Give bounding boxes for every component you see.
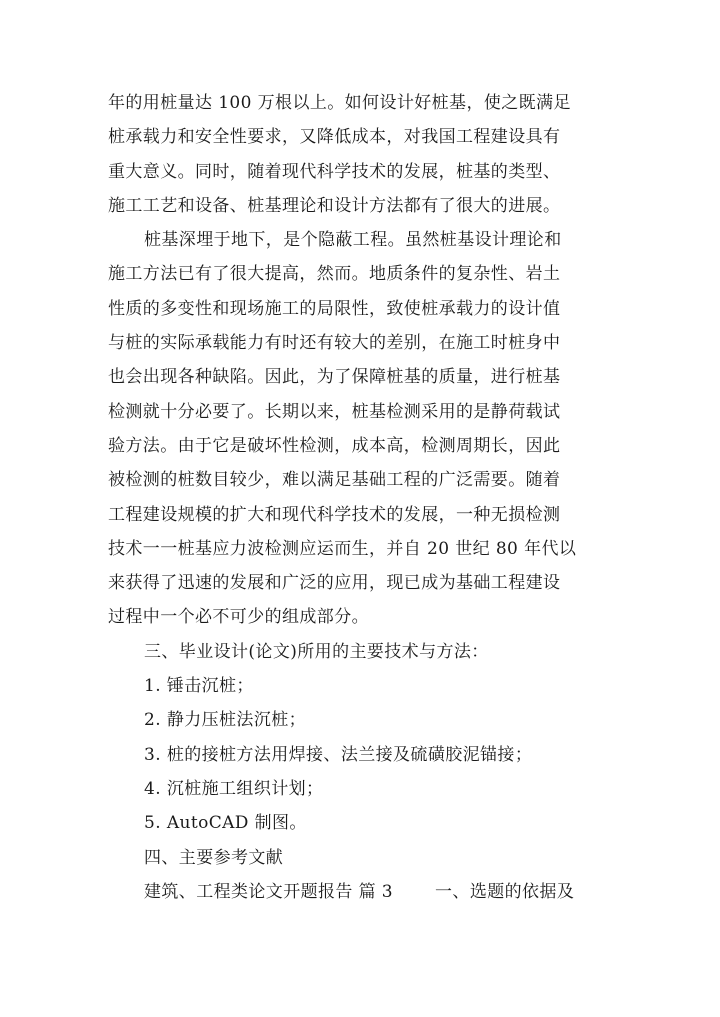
text-line: 验方法。由于它是破坏性检测，成本高，检测周期长，因此 — [108, 435, 561, 456]
text-line: 来获得了迅速的发展和广泛的应用，现已成为基础工程建设 — [108, 573, 561, 594]
text-line: 被检测的桩数目较少，难以满足基础工程的广泛需要。随着 — [108, 470, 561, 491]
next-section-heading: 一、选题的依据及 — [435, 881, 575, 902]
list-item: 3. 桩的接桩方法用焊接、法兰接及硫磺胶泥锚接； — [144, 744, 533, 765]
text-line: 与桩的实际承载能力有时还有较大的差别，在施工时桩身中 — [108, 333, 561, 354]
text-line: 工程建设规模的扩大和现代科学技术的发展，一种无损检测 — [108, 504, 561, 525]
text-line: 年的用桩量达 100 万根以上。如何设计好桩基，使之既满足 — [108, 93, 571, 113]
list-item: 1. 锤击沉桩； — [144, 676, 254, 697]
text-line: 桩基深埋于地下，是个隐蔽工程。虽然桩基设计理论和 — [144, 230, 562, 251]
text-line: 检测就十分必要了。长期以来，桩基检测采用的是静荷载试 — [108, 401, 561, 422]
list-item: 5. AutoCAD 制图。 — [144, 813, 307, 834]
methods-list — [108, 669, 612, 840]
next-report-heading-line — [108, 875, 612, 909]
text-line: 施工方法已有了很大提高，然而。地质条件的复杂性、岩土 — [108, 264, 561, 285]
text-line: 技术一一桩基应力波检测应运而生，并自 20 世纪 80 年代以 — [108, 538, 577, 559]
section-heading-methods: 三、毕业设计(论文)所用的主要技术与方法： — [144, 641, 489, 662]
paragraph-pile-testing — [108, 223, 612, 635]
next-report-title: 建筑、工程类论文开题报告 篇 3 — [144, 881, 394, 902]
text-line: 也会出现各种缺陷。因此，为了保障桩基的质量，进行桩基 — [108, 367, 561, 388]
document-body — [108, 86, 612, 909]
section-heading-references: 四、主要参考文献 — [144, 847, 284, 868]
list-item: 4. 沉桩施工组织计划； — [144, 778, 324, 799]
text-line: 施工工艺和设备、桩基理论和设计方法都有了很大的进展。 — [108, 195, 561, 216]
list-item: 2. 静力压桩法沉桩； — [144, 710, 307, 731]
text-line: 性质的多变性和现场施工的局限性，致使桩承载力的设计值 — [108, 298, 561, 319]
text-line: 重大意义。同时，随着现代科学技术的发展，桩基的类型、 — [108, 161, 561, 182]
paragraph-pile-usage — [108, 86, 612, 223]
text-line: 过程中一个必不可少的组成部分。 — [108, 607, 369, 628]
text-line: 桩承载力和安全性要求，又降低成本，对我国工程建设具有 — [108, 127, 561, 148]
